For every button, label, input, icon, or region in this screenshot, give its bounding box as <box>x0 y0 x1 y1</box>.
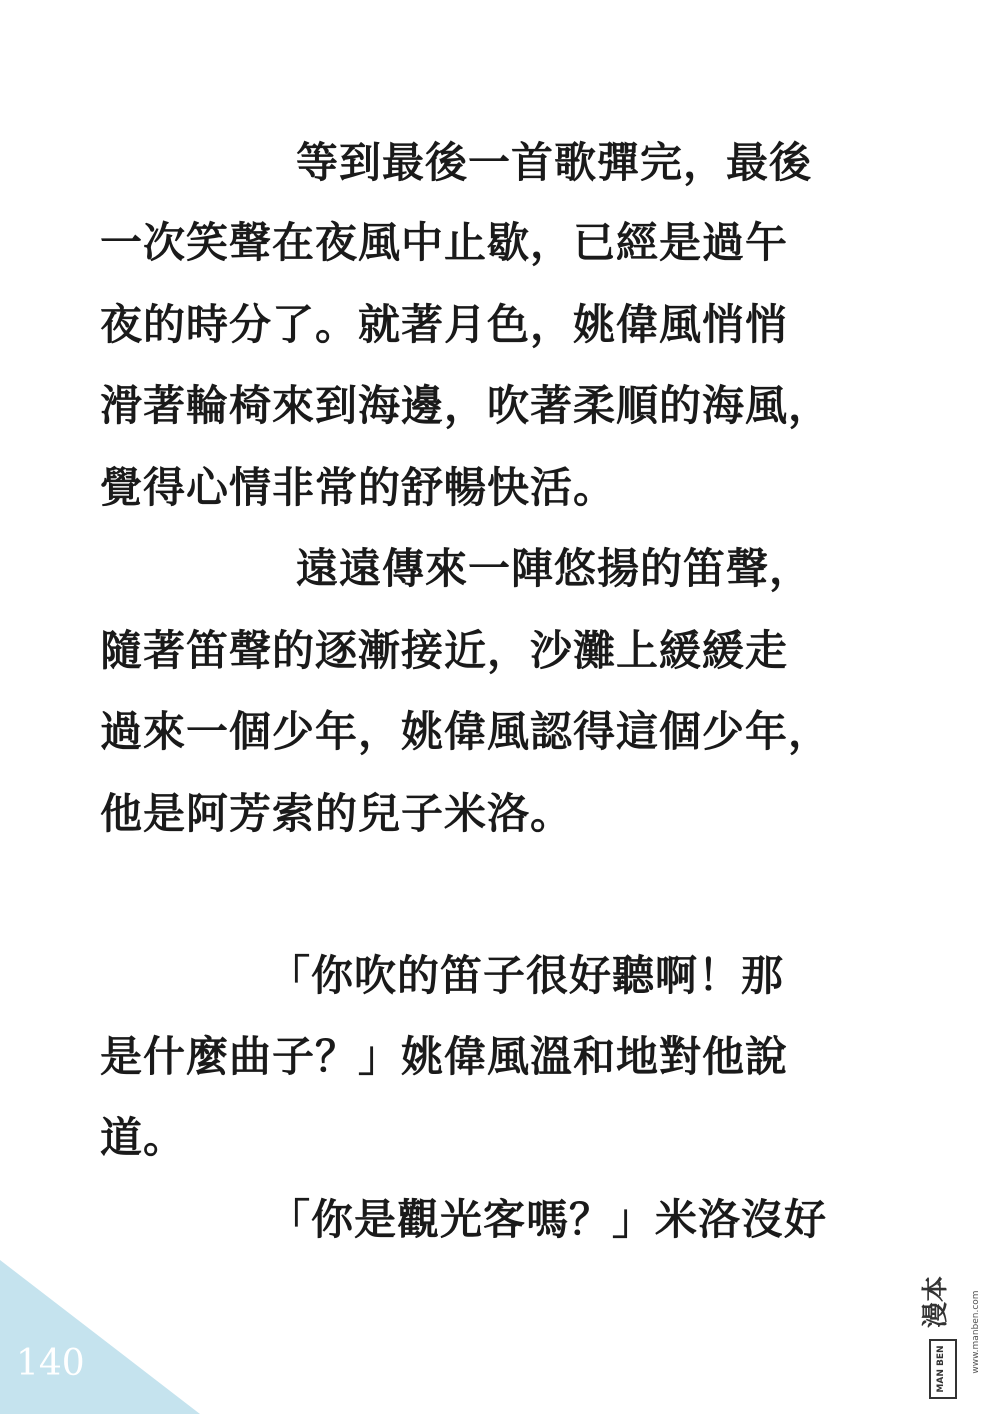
text-line: 是什麼曲子？」姚偉風溫和地對他說 <box>100 1032 789 1081</box>
text-line: 夜的時分了。就著月色，姚偉風悄悄 <box>100 300 789 349</box>
text-line: 一次笑聲在夜風中止歇，已經是過午 <box>100 218 789 267</box>
watermark-logo-text: 漫本 <box>921 1275 951 1329</box>
text-line: 「你是觀光客嗎？」米洛沒好 <box>268 1195 828 1244</box>
text-line: 滑著輪椅來到海邊，吹著柔順的海風， <box>100 381 832 430</box>
watermark-url: www.manben.com <box>971 1290 981 1374</box>
text-line: 等到最後一首歌彈完，最後 <box>296 138 813 187</box>
corner-triangle <box>0 1260 200 1414</box>
watermark-box-text: MAN BEN <box>936 1345 946 1393</box>
corner-decoration <box>0 1224 200 1414</box>
manben-watermark <box>921 1262 990 1402</box>
text-line: 「你吹的笛子很好聽啊！那 <box>268 951 785 1000</box>
text-line: 覺得心情非常的舒暢快活。 <box>100 463 617 512</box>
text-line: 過來一個少年，姚偉風認得這個少年， <box>100 707 832 756</box>
text-line: 他是阿芳索的兒子米洛。 <box>100 789 574 838</box>
text-line: 遠遠傳來一陣悠揚的笛聲， <box>296 544 813 593</box>
text-line: 道。 <box>100 1113 187 1162</box>
page-number: 140 <box>16 1343 85 1384</box>
text-line: 隨著笛聲的逐漸接近，沙灘上緩緩走 <box>100 626 789 675</box>
